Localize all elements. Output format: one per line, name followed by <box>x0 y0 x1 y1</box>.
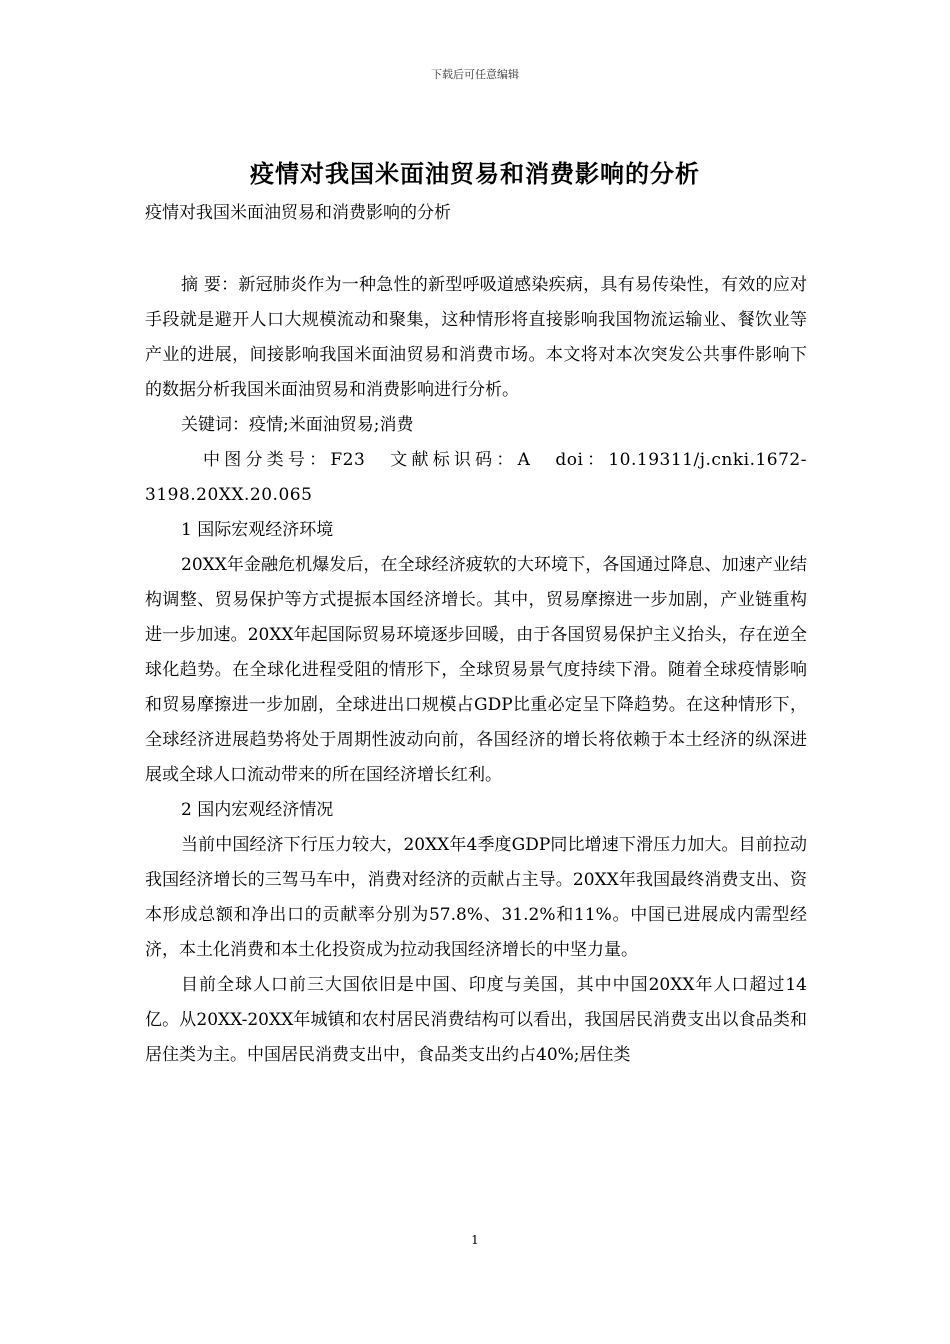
section-1-heading: 1 国际宏观经济环境 <box>181 520 334 540</box>
document-body <box>145 268 807 1073</box>
document-subtitle: 疫情对我国米面油贸易和消费影响的分析 <box>145 203 451 223</box>
section-2-paragraph-2: 目前全球人口前三大国依旧是中国、印度与美国，其中中国20XX年人口超过14亿。从20XX-20XX年城镇和农村居民消费结构可以看出，我国居民消费支出以食品类和居住类为主。中国居民消费支出中，食品类支出约占40%;居住类 <box>145 975 807 1065</box>
section-2-heading: 2 国内宏观经济情况 <box>181 800 334 820</box>
section-2-paragraph-1: 当前中国经济下行压力较大，20XX年4季度GDP同比增速下滑压力加大。目前拉动我国经济增长的三驾马车中，消费对经济的贡献占主导。20XX年我国最终消费支出、资本形成总额和净出口的贡献率分别为57.8%、31.2%和11%。中国已进展成内需型经济，本土化消费和本土化投资成为拉动我国经济增长的中坚力量。 <box>145 835 807 960</box>
classification-line: 中图分类号：F23 文献标识码：A doi：10.19311/j.cnki.1672-3198.20XX.20.065 <box>145 450 807 505</box>
section-1-paragraph: 20XX年金融危机爆发后，在全球经济疲软的大环境下，各国通过降息、加速产业结构调整、贸易保护等方式提振本国经济增长。其中，贸易摩擦进一步加剧，产业链重构进一步加速。20XX年起国际贸易环境逐步回暖，由于各国贸易保护主义抬头，存在逆全球化趋势。在全球化进程受阻的情形下，全球贸易景气度持续下滑。随着全球疫情影响和贸易摩擦进一步加剧，全球进出口规模占GDP比重必定呈下降趋势。在这种情形下，全球经济进展趋势将处于周期性波动向前，各国经济的增长将依赖于本土经济的纵深进展或全球人口流动带来的所在国经济增长红利。 <box>145 555 807 785</box>
keywords-line: 关键词：疫情;米面油贸易;消费 <box>181 415 414 435</box>
abstract-paragraph: 摘 要：新冠肺炎作为一种急性的新型呼吸道感染疾病，具有易传染性，有效的应对手段就是避开人口大规模流动和聚集，这种情形将直接影响我国物流运输业、餐饮业等产业的进展，间接影响我国米面油贸易和消费市场。本文将对本次突发公共事件影响下的数据分析我国米面油贸易和消费影响进行分析。 <box>145 275 807 400</box>
page-number: 1 <box>471 1233 479 1247</box>
header-note: 下载后可任意编辑 <box>431 68 519 81</box>
document-title: 疫情对我国米面油贸易和消费影响的分析 <box>250 159 700 188</box>
